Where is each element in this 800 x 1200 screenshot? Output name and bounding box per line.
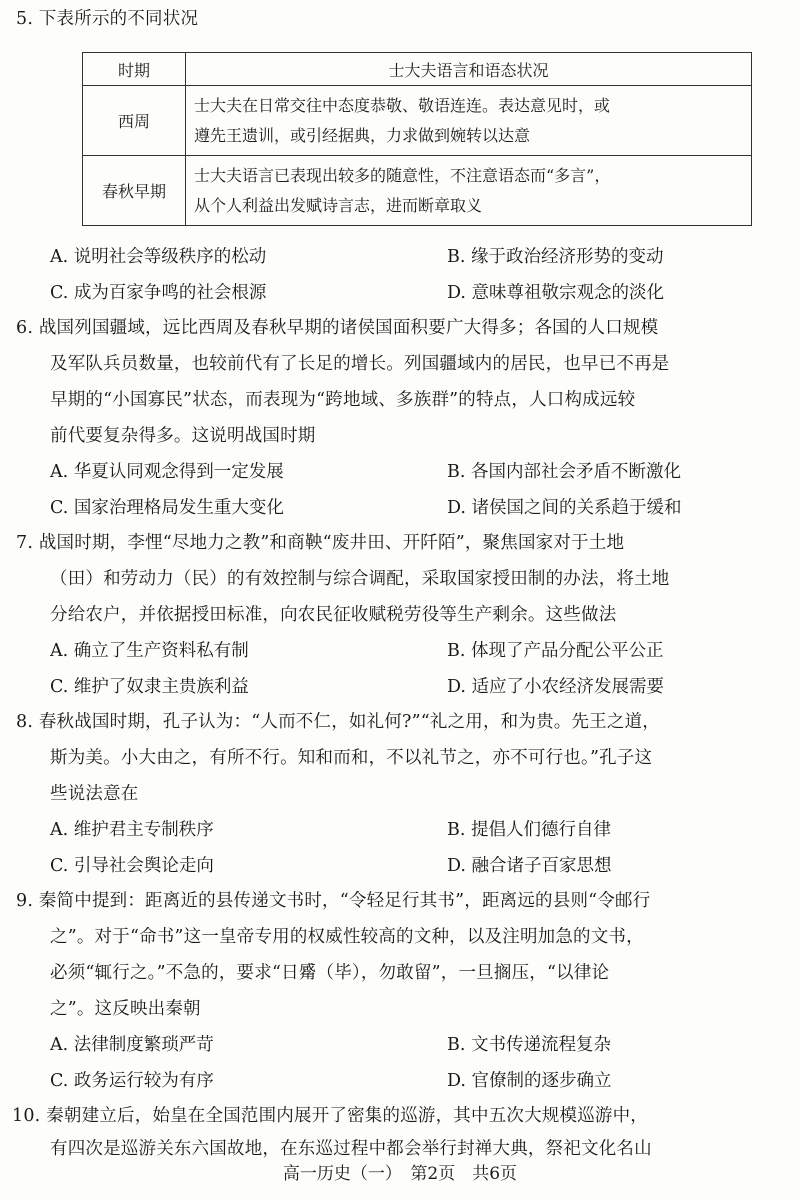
q5-stem: 5. 下表所示的不同状况 bbox=[16, 9, 199, 29]
table-cell-desc bbox=[186, 156, 752, 226]
q9-option-d: D. 官僚制的逐步确立 bbox=[447, 1071, 612, 1091]
desc-line: 士大夫语言已表现出较多的随意性，不注意语态而“多言”， bbox=[194, 165, 611, 185]
q7-option-b: B. 体现了产品分配公平公正 bbox=[447, 641, 664, 661]
table-cell-period: 春秋早期 bbox=[83, 156, 186, 226]
q8-option-a: A. 维护君主专制秩序 bbox=[50, 820, 214, 840]
q5-option-c: C. 成为百家争鸣的社会根源 bbox=[50, 283, 267, 303]
q7-line-1: 7. 战国时期，李悝“尽地力之教”和商鞅“废井田、开阡陌”，聚焦国家对于土地 bbox=[16, 533, 625, 553]
q8-line-3: 些说法意在 bbox=[50, 784, 139, 804]
q6-line-3: 早期的“小国寡民”状态，而表现为“跨地域、多族群”的特点，人口构成远较 bbox=[50, 390, 636, 410]
page-footer: 高一历史（一） 第2页 共6页 bbox=[282, 1164, 518, 1184]
q7-option-a: A. 确立了生产资料私有制 bbox=[50, 641, 249, 661]
q5-option-b: B. 缘于政治经济形势的变动 bbox=[447, 247, 664, 267]
q6-line-4: 前代要复杂得多。这说明战国时期 bbox=[50, 426, 316, 446]
q6-option-c: C. 国家治理格局发生重大变化 bbox=[50, 498, 284, 518]
desc-line: 遵先王遗训，或引经据典，力求做到婉转以达意 bbox=[194, 125, 531, 145]
q5-option-a: A. 说明社会等级秩序的松动 bbox=[50, 247, 267, 267]
q9-line-4: 之”。这反映出秦朝 bbox=[50, 999, 201, 1019]
q10-line-2: 有四次是巡游关东六国故地，在东巡过程中都会举行封禅大典，祭祀文化名山 bbox=[50, 1139, 652, 1159]
table-cell-period: 西周 bbox=[83, 86, 186, 156]
q6-option-b: B. 各国内部社会矛盾不断激化 bbox=[447, 462, 681, 482]
desc-line: 从个人利益出发赋诗言志，进而断章取义 bbox=[194, 195, 483, 215]
q10-line-1: 10. 秦朝建立后，始皇在全国范围内展开了密集的巡游，其中五次大规模巡游中， bbox=[12, 1106, 648, 1126]
table-row bbox=[83, 86, 752, 156]
q8-option-c: C. 引导社会舆论走向 bbox=[50, 856, 214, 876]
q6-option-a: A. 华夏认同观念得到一定发展 bbox=[50, 462, 284, 482]
q5-option-d: D. 意味尊祖敬宗观念的淡化 bbox=[447, 283, 665, 303]
q7-line-2: （田）和劳动力（民）的有效控制与综合调配，采取国家授田制的办法，将土地 bbox=[50, 569, 670, 589]
table-header-row bbox=[83, 53, 752, 86]
q9-option-b: B. 文书传递流程复杂 bbox=[447, 1035, 611, 1055]
q8-option-b: B. 提倡人们德行自律 bbox=[447, 820, 611, 840]
table-row bbox=[83, 156, 752, 226]
q7-option-c: C. 维护了奴隶主贵族利益 bbox=[50, 677, 249, 697]
q8-line-2: 斯为美。小大由之，有所不行。知和而和，不以礼节之，亦不可行也。”孔子这 bbox=[50, 748, 653, 768]
q9-option-c: C. 政务运行较为有序 bbox=[50, 1071, 214, 1091]
q7-option-d: D. 适应了小农经济发展需要 bbox=[447, 677, 665, 697]
desc-line: 士大夫在日常交往中态度恭敬、敬语连连。表达意见时，或 bbox=[194, 95, 611, 115]
q8-option-d: D. 融合诸子百家思想 bbox=[447, 856, 612, 876]
table-header-status: 士大夫语言和语态状况 bbox=[186, 53, 752, 86]
q8-line-1: 8. 春秋战国时期，孔子认为：“人而不仁，如礼何?”“礼之用，和为贵。先王之道， bbox=[16, 712, 660, 732]
q6-line-1: 6. 战国列国疆域，远比西周及春秋早期的诸侯国面积要广大得多；各国的人口规模 bbox=[16, 318, 659, 338]
q9-line-3: 必须“辄行之。”不急的，要求“日觱（毕），勿敢留”，一旦搁压，“以律论 bbox=[50, 963, 610, 983]
q5-table bbox=[82, 52, 752, 226]
q9-line-1: 9. 秦简中提到：距离近的县传递文书时，“令轻足行其书”，距离远的县则“令邮行 bbox=[16, 891, 651, 911]
table-cell-desc bbox=[186, 86, 752, 156]
q9-line-2: 之”。对于“命书”这一皇帝专用的权威性较高的文种，以及注明加急的文书， bbox=[50, 927, 644, 947]
q6-option-d: D. 诸侯国之间的关系趋于缓和 bbox=[447, 498, 682, 518]
table-header-period: 时期 bbox=[83, 53, 186, 86]
q9-option-a: A. 法律制度繁琐严苛 bbox=[50, 1035, 214, 1055]
q6-line-2: 及军队兵员数量，也较前代有了长足的增长。列国疆域内的居民，也早已不再是 bbox=[50, 354, 670, 374]
q7-line-3: 分给农户，并依据授田标准，向农民征收赋税劳役等生产剩余。这些做法 bbox=[50, 605, 617, 625]
